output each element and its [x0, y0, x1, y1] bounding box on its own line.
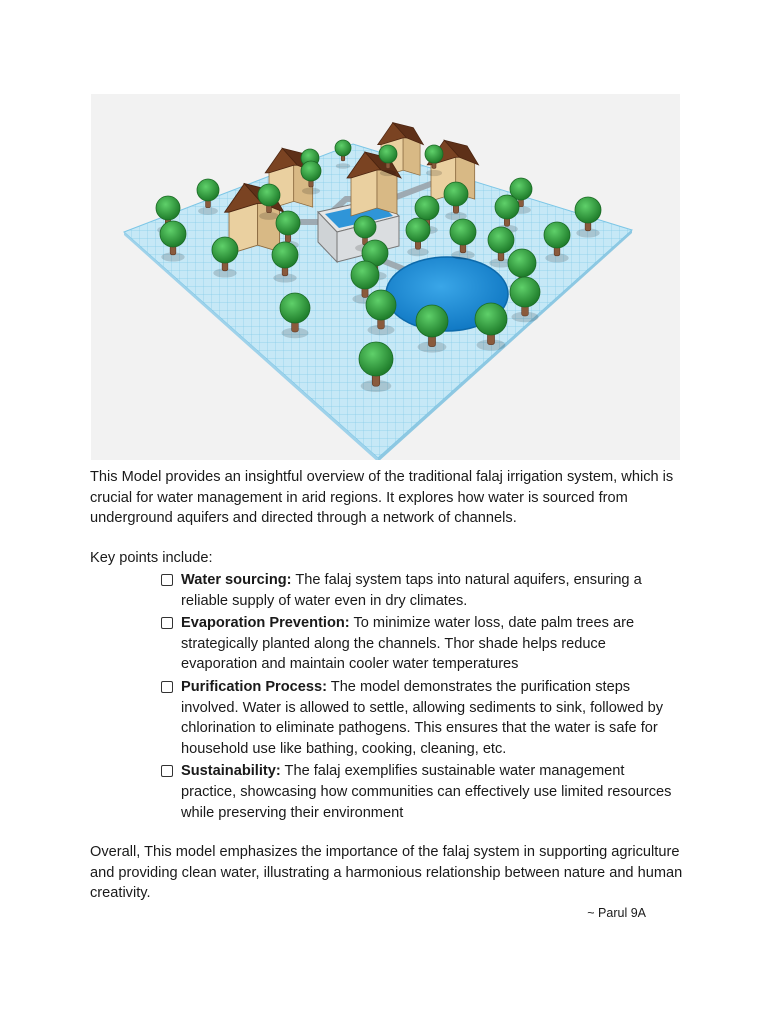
tree — [212, 237, 238, 278]
key-points-list — [160, 570, 680, 825]
checkbox-icon[interactable] — [161, 617, 173, 629]
list-item — [160, 613, 680, 675]
list-item — [160, 570, 680, 611]
tree — [425, 145, 443, 176]
tree — [510, 277, 540, 322]
tree — [544, 222, 570, 263]
tree — [280, 293, 310, 338]
key-points-label: Key points include: — [90, 550, 213, 566]
tree — [301, 161, 321, 195]
tree — [444, 182, 468, 220]
intro-paragraph: This Model provides an insightful overview of the traditional falaj irrigation system, which is crucial for water management in arid regions. It explores how water is sourced from underground aquifers and directed through a network of channels. — [90, 469, 674, 527]
point-title: Purification Process: — [181, 678, 327, 695]
falaj-model-figure — [91, 94, 680, 460]
list-item — [160, 761, 680, 823]
point-text: The model demonstrates the purification steps involved. Water is allowed to settle, allowing sediments to sink, followed by chlorination to eliminate pathogens. This ensures that the water is safe for household use like bathing, cooking, cleaning, etc. — [181, 678, 664, 757]
tree — [379, 145, 397, 176]
tree — [197, 179, 219, 215]
tree — [575, 197, 601, 238]
checkbox-icon[interactable] — [161, 574, 173, 586]
tree — [366, 290, 396, 335]
point-text: The falaj exemplifies sustainable water management practice, showcasing how communities can effectively use limited resources while preserving their environment — [181, 763, 672, 821]
point-text: To minimize water loss, date palm trees are strategically planted along the channels. Thor shade helps reduce evaporation and maintain cooler water temperatures — [181, 615, 635, 673]
tree — [416, 305, 448, 353]
falaj-model-illustration — [91, 94, 680, 460]
point-title: Evaporation Prevention: — [181, 615, 350, 632]
tree — [450, 219, 476, 260]
tree — [359, 342, 393, 392]
list-item — [160, 677, 680, 759]
summary-paragraph: Overall, This model emphasizes the importance of the falaj system in supporting agriculture and providing clean water, illustrating a harmonious relationship between nature and human creativity. — [90, 844, 683, 902]
checkbox-icon[interactable] — [161, 681, 173, 693]
checkbox-icon[interactable] — [161, 765, 173, 777]
signature: ~ Parul 9A — [587, 906, 646, 920]
point-title: Sustainability: — [181, 763, 281, 780]
tree — [406, 218, 430, 256]
tree — [272, 242, 298, 283]
tree — [475, 303, 507, 351]
point-title: Water sourcing: — [181, 572, 292, 588]
point-text: The falaj system taps into natural aquifers, ensuring a reliable supply of water even in dry climates. — [181, 572, 642, 609]
tree — [160, 221, 186, 262]
tree — [258, 184, 280, 220]
